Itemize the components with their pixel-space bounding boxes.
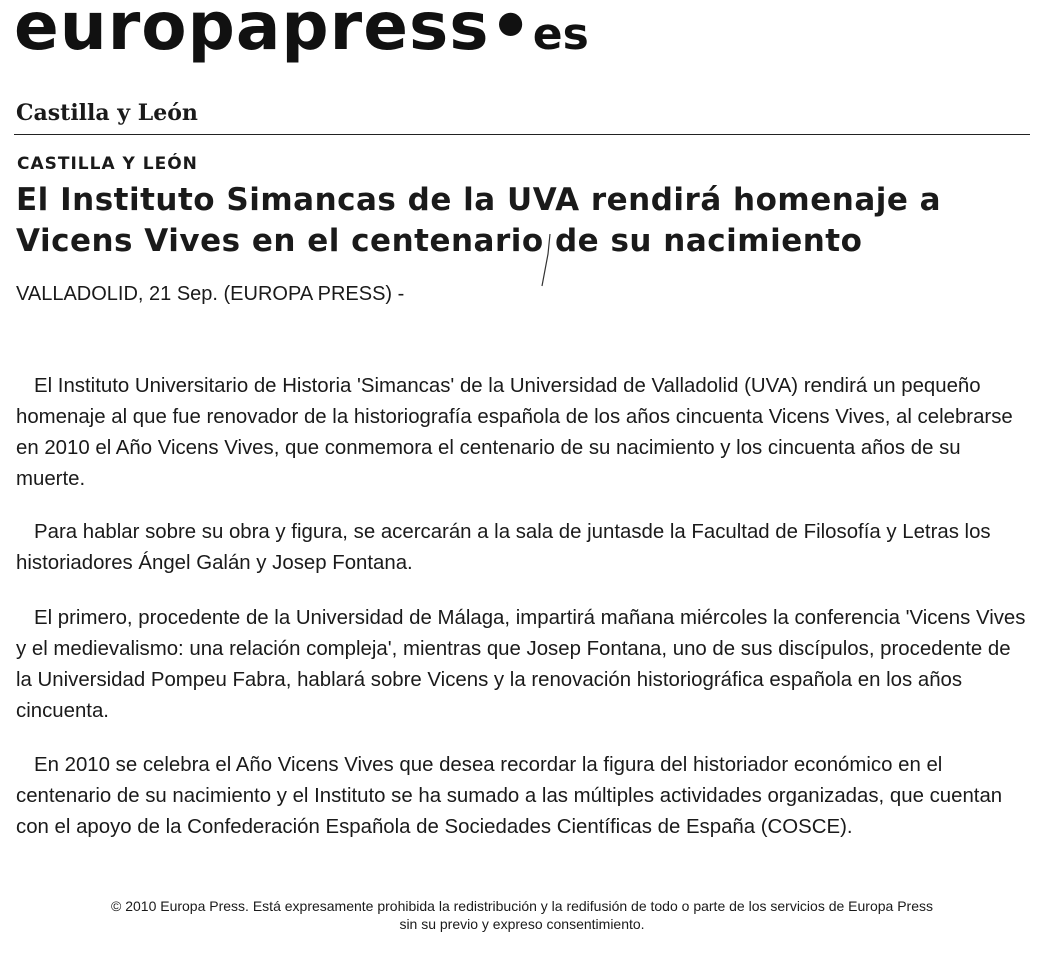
article-headline: El Instituto Simancas de la UVA rendirá homenaje a Vicens Vives en el centenario de su nacimiento <box>16 182 942 259</box>
masthead-brand: europapress <box>14 0 490 65</box>
article-paragraph-1: El Instituto Universitario de Historia 'Simancas' de la Universidad de Valladolid (UVA) rendirá un pequeño homenaje al que fue renovador de la historiografía española de los años cincuenta Vicens Vives, al celebrarse en 2010 el Año Vicens Vives, que conmemora el centenario de su nacimiento y los cincuenta años de su muerte. <box>16 375 1013 490</box>
article-dateline: VALLADOLID, 21 Sep. (EUROPA PRESS) - <box>16 283 405 305</box>
article-category: CASTILLA Y LEÓN <box>17 154 198 174</box>
section-divider <box>14 134 1030 135</box>
masthead-tld: es <box>532 9 589 60</box>
copyright-line-1: © 2010 Europa Press. Está expresamente prohibida la redistribución y la redifusión de todo o parte de los servicios de Europa Press <box>111 898 933 914</box>
article-paragraph-2: Para hablar sobre su obra y figura, se acercarán a la sala de juntasde la Facultad de Filosofía y Letras los historiadores Ángel Galán y Josep Fontana. <box>16 521 991 574</box>
section-label: Castilla y León <box>16 100 198 126</box>
article-paragraph-3: El primero, procedente de la Universidad de Málaga, impartirá mañana miércoles la conferencia 'Vicens Vives y el medievalismo: una relación compleja', mientras que Josep Fontana, uno de sus discípulos, procedente de la Universidad Pompeu Fabra, hablará sobre Vicens y la renovación historiográfica española en los años cincuenta. <box>16 607 1026 722</box>
article-paragraph-4: En 2010 se celebra el Año Vicens Vives que desea recordar la figura del historiador económico en el centenario de su nacimiento y el Instituto se ha sumado a las múltiples actividades organizadas, que cuentan con el apoyo de la Confederación Española de Sociedades Científicas de España (COSCE). <box>16 754 1003 838</box>
copyright-footer <box>10 897 1034 933</box>
copyright-line-2: sin su previo y expreso consentimiento. <box>399 916 645 932</box>
masthead-logo <box>14 0 589 65</box>
masthead-dot: • <box>489 0 533 65</box>
